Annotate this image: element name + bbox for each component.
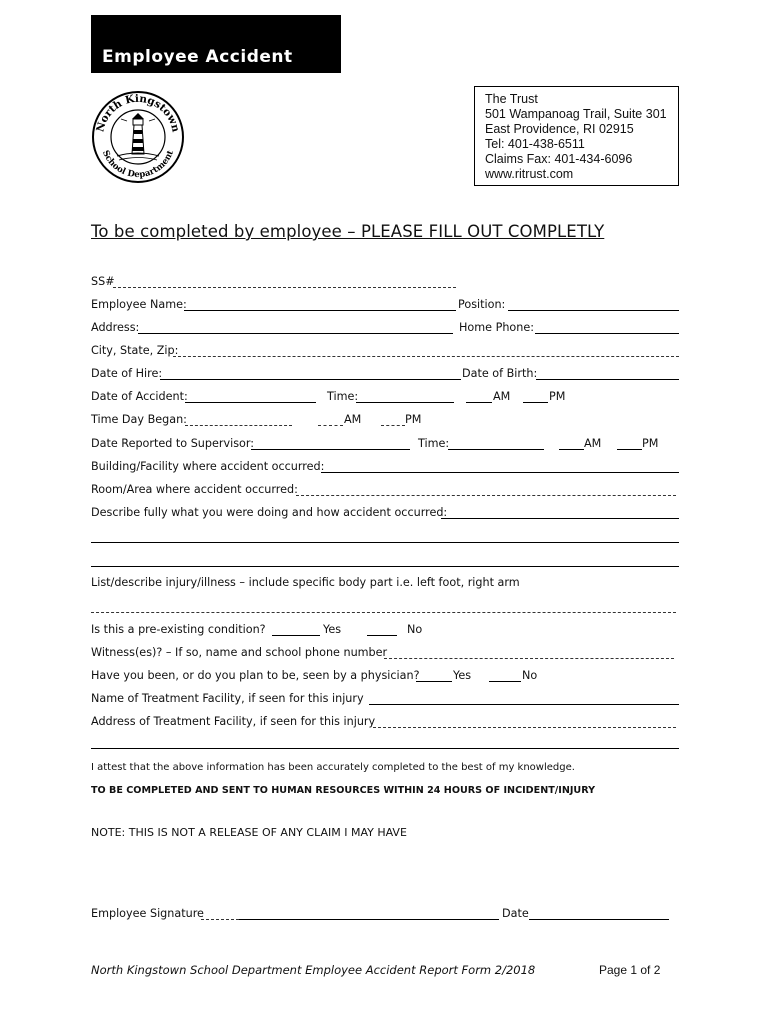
footer-form-name: North Kingstown School Department Employee Accident Report Form 2/2018 <box>91 963 536 977</box>
signature-field[interactable] <box>239 919 499 920</box>
describe-label: Describe fully what you were doing and how accident occurred: <box>91 506 448 519</box>
day-began-am-field[interactable] <box>318 425 343 426</box>
signature-date-field[interactable] <box>529 919 669 920</box>
time-day-began-label: Time Day Began: <box>91 413 187 426</box>
city-row <box>91 344 691 360</box>
footer-page-number: Page 1 of 2 <box>599 963 661 977</box>
describe-field-line-2[interactable] <box>91 542 679 543</box>
trust-line: www.ritrust.com <box>485 167 574 181</box>
reported-row <box>91 437 691 453</box>
witness-row <box>91 646 691 662</box>
signature-date-label: Date <box>502 907 529 920</box>
accident-time-label: Time: <box>327 390 359 403</box>
preexisting-yes-field[interactable] <box>272 635 320 636</box>
signature-field-start[interactable] <box>201 919 239 920</box>
trust-line: The Trust <box>485 92 538 106</box>
building-row <box>91 460 691 476</box>
ss-row <box>91 275 691 291</box>
no-label: No <box>407 623 423 636</box>
room-row <box>91 483 691 499</box>
treatment-address-row <box>91 715 691 731</box>
ss-label: SS# <box>91 275 115 288</box>
physician-yes-field[interactable] <box>416 681 452 682</box>
pm-label: PM <box>549 390 566 403</box>
room-field[interactable] <box>296 495 676 496</box>
date-of-birth-field[interactable] <box>536 379 679 380</box>
treatment-address-field-line-2[interactable] <box>91 748 679 749</box>
city-state-zip-label: City, State, Zip: <box>91 344 179 357</box>
accident-time-field[interactable] <box>356 402 454 403</box>
date-of-birth-label: Date of Birth: <box>462 367 538 380</box>
ss-field[interactable] <box>113 287 456 288</box>
home-phone-field[interactable] <box>535 333 679 334</box>
describe-field[interactable] <box>441 518 679 519</box>
preexisting-no-field[interactable] <box>367 635 397 636</box>
form-instructions: To be completed by employee – PLEASE FILL OUT COMPLETLY <box>91 222 605 241</box>
injury-label: List/describe injury/illness – include specific body part i.e. left foot, right arm <box>91 576 520 589</box>
city-state-zip-field[interactable] <box>173 356 679 357</box>
trust-line: East Providence, RI 02915 <box>485 122 634 136</box>
preexisting-row <box>91 623 691 639</box>
reported-am-field[interactable] <box>559 449 584 450</box>
logo-bottom-text: School Department <box>100 148 176 181</box>
hr-deadline-note: TO BE COMPLETED AND SENT TO HUMAN RESOURCES WITHIN 24 HOURS OF INCIDENT/INJURY <box>91 785 596 796</box>
name-row <box>91 298 691 314</box>
date-reported-field[interactable] <box>251 449 410 450</box>
witness-label: Witness(es)? – If so, name and school phone number <box>91 646 388 659</box>
pm-label: PM <box>642 437 659 450</box>
hire-row <box>91 367 691 383</box>
injury-field[interactable] <box>91 612 676 613</box>
trust-line: Claims Fax: 401-434-6096 <box>485 152 633 166</box>
preexisting-label: Is this a pre-existing condition? <box>91 623 266 636</box>
trust-contact-box <box>474 86 679 186</box>
accident-am-field[interactable] <box>466 402 492 403</box>
treatment-name-row <box>91 692 691 708</box>
trust-line: 501 Wampanoag Trail, Suite 301 <box>485 107 667 121</box>
home-phone-label: Home Phone: <box>459 321 535 334</box>
date-of-hire-field[interactable] <box>160 379 461 380</box>
address-label: Address: <box>91 321 140 334</box>
reported-pm-field[interactable] <box>617 449 642 450</box>
am-label: AM <box>493 390 511 403</box>
school-department-logo <box>91 90 185 184</box>
form-title: Employee Accident <box>102 47 293 67</box>
employee-name-field[interactable] <box>184 310 456 311</box>
logo-top-text: North Kingstown <box>94 92 182 134</box>
no-label: No <box>522 669 538 682</box>
form-title-banner <box>91 15 341 73</box>
release-note: NOTE: THIS IS NOT A RELEASE OF ANY CLAIM I MAY HAVE <box>91 826 407 839</box>
physician-row <box>91 669 691 685</box>
reported-time-field[interactable] <box>448 449 544 450</box>
employee-name-label: Employee Name: <box>91 298 187 311</box>
describe-field-line-3[interactable] <box>91 566 679 567</box>
accident-row <box>91 390 691 406</box>
reported-time-label: Time: <box>418 437 450 450</box>
position-field[interactable] <box>508 310 679 311</box>
day-began-row <box>91 413 691 429</box>
injury-row <box>91 576 691 592</box>
trust-line: Tel: 401-438-6511 <box>485 137 585 151</box>
day-began-pm-field[interactable] <box>381 425 405 426</box>
describe-row <box>91 506 691 522</box>
position-label: Position: <box>458 298 506 311</box>
treatment-address-label: Address of Treatment Facility, if seen for this injury <box>91 715 376 728</box>
witness-field[interactable] <box>384 658 674 659</box>
date-of-accident-label: Date of Accident: <box>91 390 188 403</box>
signature-row <box>91 907 691 923</box>
pm-label: PM <box>405 413 422 426</box>
yes-label: Yes <box>453 669 472 682</box>
treatment-name-label: Name of Treatment Facility, if seen for this injury <box>91 692 364 705</box>
signature-label: Employee Signature <box>91 907 204 920</box>
address-row <box>91 321 691 337</box>
treatment-address-field[interactable] <box>373 727 676 728</box>
yes-label: Yes <box>323 623 342 636</box>
address-field[interactable] <box>138 333 453 334</box>
building-field[interactable] <box>321 472 679 473</box>
am-label: AM <box>344 413 362 426</box>
treatment-name-field[interactable] <box>369 704 679 705</box>
physician-no-field[interactable] <box>489 681 521 682</box>
am-label: AM <box>584 437 602 450</box>
time-day-began-field[interactable] <box>185 425 292 426</box>
date-of-accident-field[interactable] <box>185 402 316 403</box>
accident-pm-field[interactable] <box>523 402 548 403</box>
building-label: Building/Facility where accident occurred: <box>91 460 325 473</box>
room-label: Room/Area where accident occurred: <box>91 483 298 496</box>
date-of-hire-label: Date of Hire: <box>91 367 163 380</box>
physician-label: Have you been, or do you plan to be, seen by a physician? <box>91 669 420 682</box>
date-reported-label: Date Reported to Supervisor: <box>91 437 255 450</box>
attestation-text: I attest that the above information has been accurately completed to the best of my knowledge. <box>91 762 575 773</box>
